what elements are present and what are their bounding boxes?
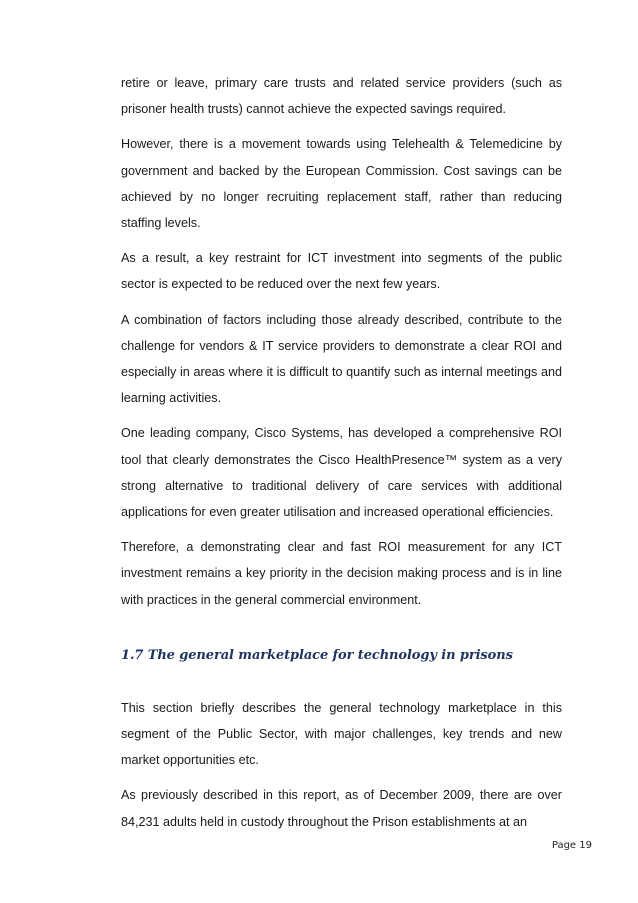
paragraph-telehealth-movement: However, there is a movement towards using Telehealth & Telemedicine by government and backed by the European Commission. Cost savings can be achieved by no longer recruiting replacement staff, rather than reducing staffing levels. <box>121 137 562 231</box>
page-number: Page 19 <box>551 840 592 851</box>
paragraph-roi-priority: Therefore, a demonstrating clear and fast ROI measurement for any ICT investment remains a key priority in the decision making process and is in line with practices in the general commercial environment. <box>121 540 562 607</box>
section-heading: 1.7 The general marketplace for technology in prisons <box>121 647 513 663</box>
paragraph-cisco-roi-tool: One leading company, Cisco Systems, has developed a comprehensive ROI tool that clearly demonstrates the Cisco HealthPresence™ system as a very strong alternative to traditional delivery of care services with additional applications for even greater utilisation and increased operational efficiencies. <box>121 426 562 520</box>
paragraph-ict-restraint: As a result, a key restraint for ICT investment into segments of the public sector is expected to be reduced over the next few years. <box>121 251 562 292</box>
paragraph-custody-figures: As previously described in this report, as of December 2009, there are over 84,231 adults held in custody throughout the Prison establishments at an <box>121 788 562 829</box>
paragraph-cost-savings-continued: retire or leave, primary care trusts and related service providers (such as prisoner health trusts) cannot achieve the expected savings required. <box>121 76 562 117</box>
page-body <box>121 70 562 844</box>
paragraph-roi-challenge: A combination of factors including those already described, contribute to the challenge for vendors & IT service providers to demonstrate a clear ROI and especially in areas where it is difficult to quantify such as internal meetings and learning activities. <box>121 312 562 406</box>
paragraph-section-intro: This section briefly describes the general technology marketplace in this segment of the Public Sector, with major challenges, key trends and new market opportunities etc. <box>121 700 562 768</box>
